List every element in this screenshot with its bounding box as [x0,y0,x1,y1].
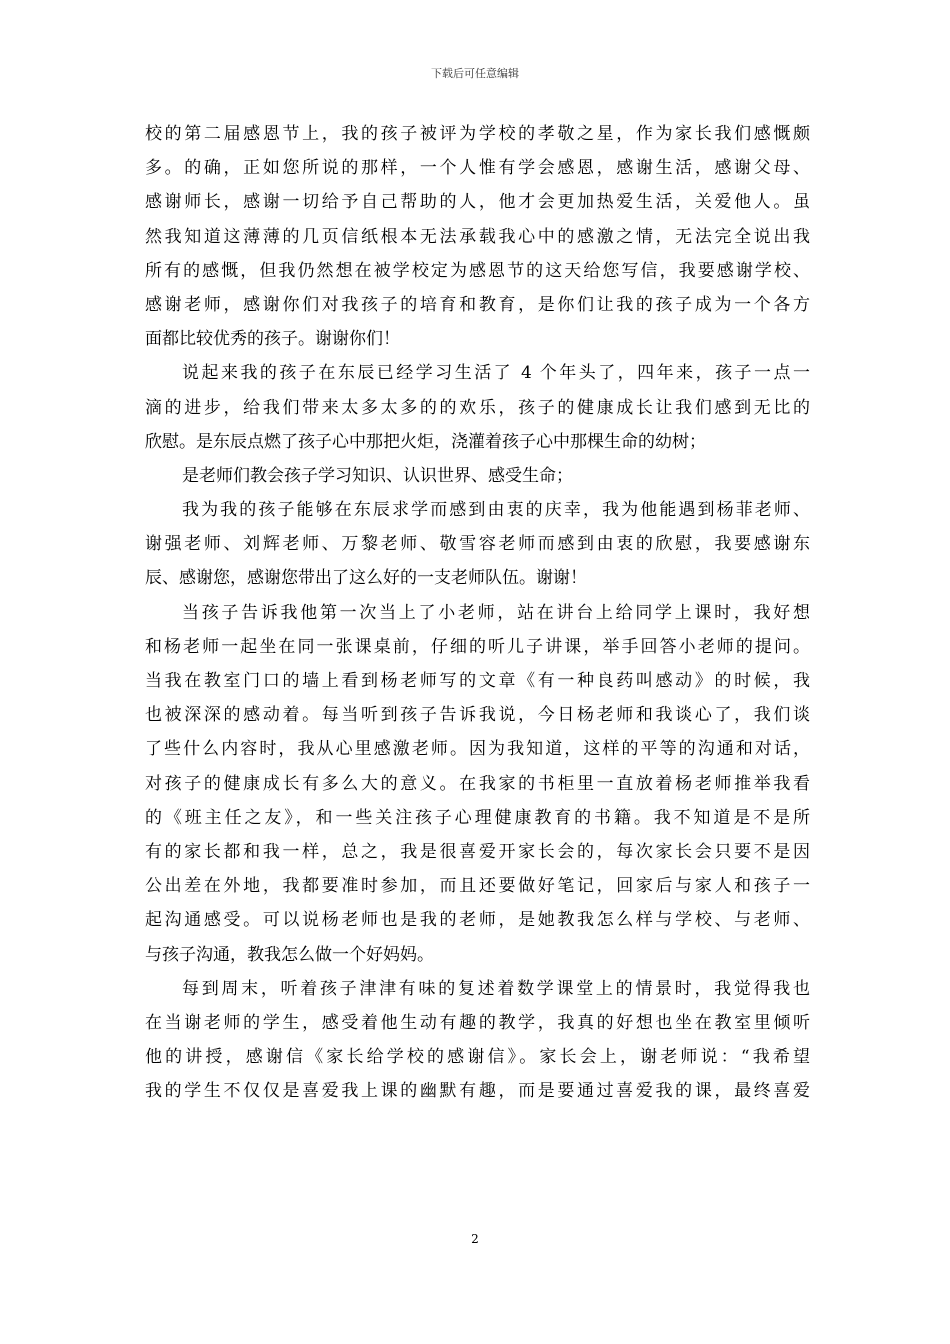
text-line: 当孩子告诉我他第一次当上了小老师，站在讲台上给同学上课时，我好想 [182,602,810,623]
text-line: 与孩子沟通，教我怎么做一个好妈妈。 [145,944,434,965]
text-line: 欣慰。是东辰点燃了孩子心中那把火炬，浇灌着孩子心中那棵生命的幼树； [145,431,706,452]
text-line: 了些什么内容时，我从心里感激老师。因为我知道，这样的平等的沟通和对话， [145,739,810,760]
text-line: 辰、感谢您，感谢您带出了这么好的一支老师队伍。谢谢！ [145,568,587,589]
text-line: 他的讲授，感谢信《家长给学校的感谢信》。家长会上，谢老师说：“我希望 [145,1047,810,1068]
text-line: 是老师们教会孩子学习知识、认识世界、感受生命； [182,465,573,486]
text-line: 也被深深的感动着。每当听到孩子告诉我说，今日杨老师和我谈心了，我们谈 [145,705,810,726]
text-line: 面都比较优秀的孩子。谢谢你们！ [145,329,400,350]
text-line: 感谢老师，感谢你们对我孩子的培育和教育，是你们让我的孩子成为一个各方 [145,294,810,315]
text-line: 说起来我的孩子在东辰已经学习生活了 4 个年头了，四年来，孩子一点一 [182,363,810,384]
paragraph [145,459,810,493]
page-header: 下载后可任意编辑 [431,67,519,80]
document-body [145,117,810,1108]
text-line: 在当谢老师的学生，感受着他生动有趣的教学，我真的好想也坐在教室里倾听 [145,1012,810,1033]
text-line: 滴的进步，给我们带来太多太多的的欢乐，孩子的健康成长让我们感到无比的 [145,397,810,418]
text-line: 所有的感慨，但我仍然想在被学校定为感恩节的这天给您写信，我要感谢学校、 [145,260,810,281]
page-number: 2 [471,1232,479,1246]
text-line: 的《班主任之友》，和一些关注孩子心理健康教育的书籍。我不知道是不是所 [145,807,810,828]
paragraph [145,117,810,356]
text-line: 每到周末，听着孩子津津有味的复述着数学课堂上的情景时，我觉得我也 [182,978,810,999]
text-line: 和杨老师一起坐在同一张课桌前，仔细的听儿子讲课，举手回答小老师的提问。 [145,636,810,657]
text-line: 感谢师长，感谢一切给予自己帮助的人，他才会更加热爱生活，关爱他人。虽 [145,192,810,213]
text-line: 对孩子的健康成长有多么大的意义。在我家的书柜里一直放着杨老师推举我看 [145,773,810,794]
paragraph [145,596,810,972]
text-line: 当我在教室门口的墙上看到杨老师写的文章《有一种良药叫感动》的时候，我 [145,671,810,691]
text-line: 有的家长都和我一样，总之，我是很喜爱开家长会的，每次家长会只要不是因 [145,841,810,862]
paragraph [145,493,810,596]
text-line: 起沟通感受。可以说杨老师也是我的老师，是她教我怎么样与学校、与老师、 [145,910,810,931]
text-line: 我的学生不仅仅是喜爱我上课的幽默有趣，而是要通过喜爱我的课，最终喜爱 [145,1081,810,1102]
text-line: 谢强老师、刘辉老师、万黎老师、敬雪容老师而感到由衷的欣慰，我要感谢东 [145,534,810,555]
text-line: 校的第二届感恩节上，我的孩子被评为学校的孝敬之星，作为家长我们感慨颇 [145,124,810,144]
text-line: 多。的确，正如您所说的那样，一个人惟有学会感恩，感谢生活，感谢父母、 [145,158,810,179]
text-line: 然我知道这薄薄的几页信纸根本无法承载我心中的感激之情，无法完全说出我 [145,226,810,247]
text-line: 我为我的孩子能够在东辰求学而感到由衷的庆幸，我为他能遇到杨菲老师、 [182,500,810,521]
paragraph [145,356,810,459]
text-line: 公出差在外地，我都要准时参加，而且还要做好笔记，回家后与家人和孩子一 [145,876,810,897]
paragraph [145,972,810,1109]
